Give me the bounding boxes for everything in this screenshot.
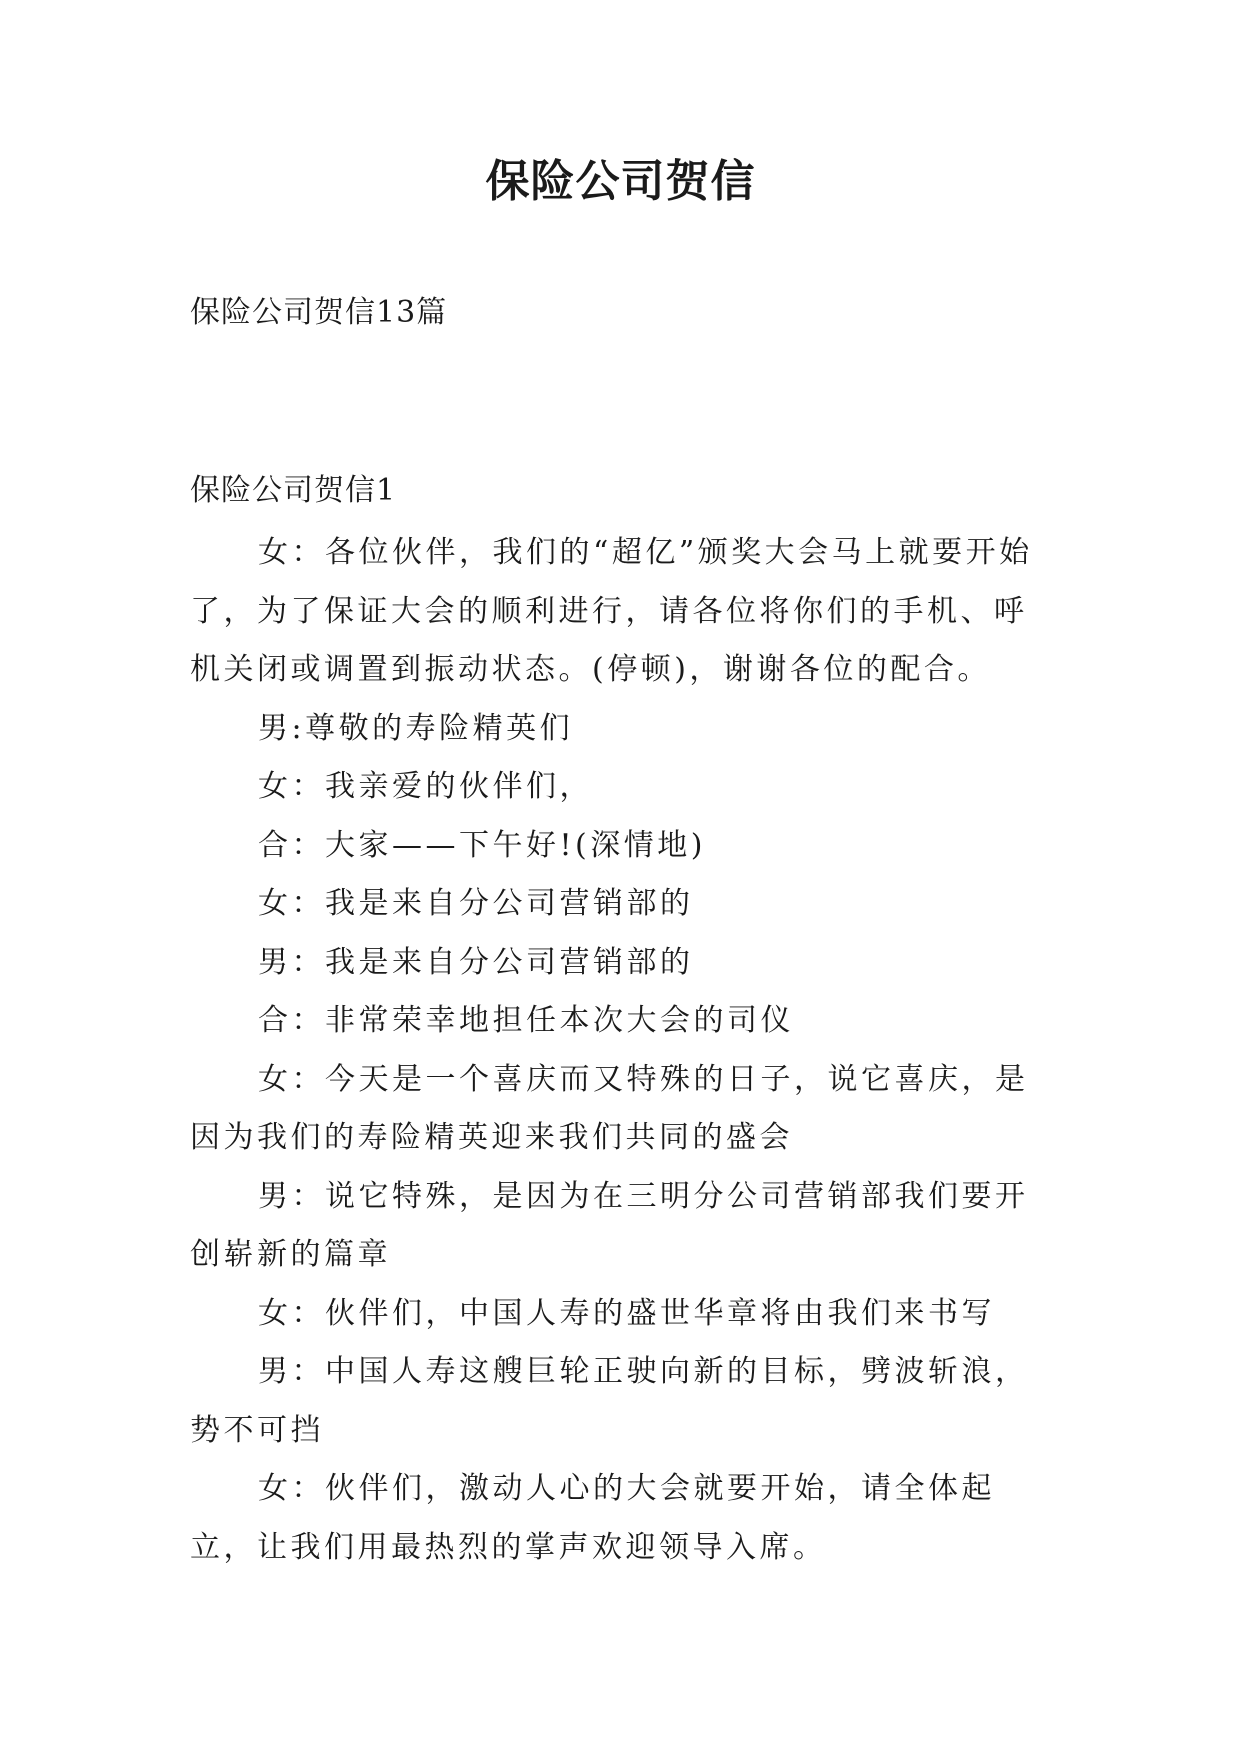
paragraph: 女：我亲爱的伙伴们，: [258, 769, 593, 804]
paragraph: 女：我是来自分公司营销部的: [258, 886, 694, 921]
section-heading: 保险公司贺信1: [190, 473, 397, 508]
document-body: [190, 524, 1050, 1577]
document-title: 保险公司贺信: [485, 156, 756, 207]
paragraph: 合：非常荣幸地担任本次大会的司仪: [258, 1003, 794, 1038]
paragraph: 合：大家——下午好!(深情地): [258, 827, 706, 863]
paragraph: 男：我是来自分公司营销部的: [258, 944, 694, 980]
paragraph: 女：各位伙伴，我们的“超亿”颁奖大会马上就要开始了，为了保证大会的顺利进行，请各位将你们的手机、呼机关闭或调置到振动状态。(停顿)，谢谢各位的配合。: [190, 535, 1033, 687]
paragraph: 男：中国人寿这艘巨轮正驶向新的目标，劈波斩浪，势不可挡: [190, 1354, 1029, 1448]
paragraph: 女：今天是一个喜庆而又特殊的日子，说它喜庆，是因为我们的寿险精英迎来我们共同的盛会: [190, 1061, 1029, 1155]
paragraph: 男:尊敬的寿险精英们: [258, 710, 574, 746]
paragraph: 女：伙伴们，中国人寿的盛世华章将由我们来书写: [258, 1295, 995, 1331]
paragraph: 女：伙伴们，激动人心的大会就要开始，请全体起立，让我们用最热烈的掌声欢迎领导入席。: [190, 1471, 995, 1565]
document-subtitle: 保险公司贺信13篇: [190, 295, 448, 330]
paragraph: 男：说它特殊，是因为在三明分公司营销部我们要开创崭新的篇章: [190, 1178, 1029, 1272]
